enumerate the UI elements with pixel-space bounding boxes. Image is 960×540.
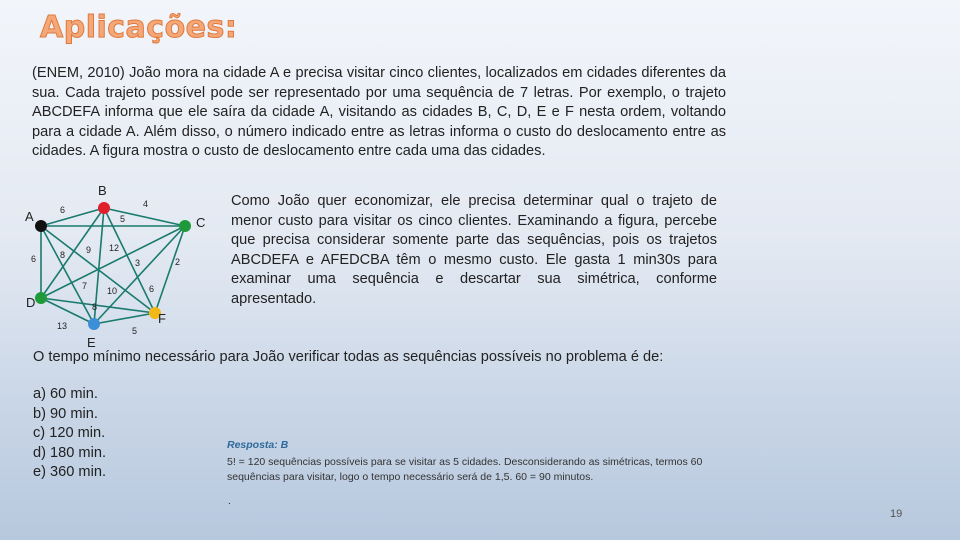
slide-title: Aplicações: <box>40 10 238 45</box>
graph-edges <box>41 208 185 324</box>
weight-label: 8 <box>92 302 98 312</box>
option-b: b) 90 min. <box>33 405 98 422</box>
stray-dot: . <box>228 496 231 507</box>
weight-label: 3 <box>135 258 141 268</box>
node-label-e: E <box>87 335 96 350</box>
node-d <box>35 292 47 304</box>
weight-label: 5 <box>132 326 138 336</box>
node-label-d: D <box>26 295 36 310</box>
node-label-a: A <box>25 209 34 224</box>
explanation-text: Como João quer economizar, ele precisa determinar qual o trajeto de menor custo para visitar os cinco clientes. Examinando a figura, percebe que precisa considerar somente parte das sequências, pois os trajetos ABCDEFA e AFEDCBA têm o mesmo custo. Ele gasta 1 min30s para examinar uma sequência e descartar sua simétrica, conforme apresentado. <box>231 193 717 307</box>
edge-a-b <box>41 208 104 226</box>
node-label-b: B <box>98 183 107 198</box>
problem-intro: (ENEM, 2010) João mora na cidade A e precisa visitar cinco clientes, localizados em cidades diferentes da sua. Cada trajeto possível pode ser representado por uma sequência de 7 letras. Por exemplo, o trajeto ABCDEFA informa que ele saíra da cidade A, visitando as cidades B, C, D, E e F nesta ordem, voltando para a cidade A. Além disso, o número indicado entre as letras informa o custo do deslocamento entre as cidades. A figura mostra o custo de deslocamento entre cada uma das cidades. <box>32 65 726 160</box>
answer-explanation: 5! = 120 sequências possíveis para se visitar as 5 cidades. Desconsiderando as simétricas, termos 60 sequências para visitar, logo o tempo necessário será de 1,5. 60 = 90 minutos. <box>227 456 703 483</box>
node-label-c: C <box>196 215 206 230</box>
node-e <box>88 318 100 330</box>
weight-label: 10 <box>107 286 118 296</box>
option-c: c) 120 min. <box>33 425 106 441</box>
node-label-f: F <box>158 311 166 326</box>
option-d: d) 180 min. <box>33 444 107 461</box>
weight-label: 8 <box>60 250 66 260</box>
edge-b-f <box>104 208 155 313</box>
page-number: 19 <box>890 508 903 520</box>
weight-label: 2 <box>175 257 181 267</box>
weight-label: 6 <box>31 254 37 264</box>
weight-label: 12 <box>109 243 120 253</box>
option-e: e) 360 min. <box>33 464 107 480</box>
weight-label: 4 <box>143 199 149 209</box>
weight-label: 9 <box>86 245 92 255</box>
node-c <box>179 220 191 232</box>
answer-label: Resposta: B <box>227 439 289 451</box>
weight-label: 6 <box>149 284 155 294</box>
weight-label: 13 <box>57 321 68 331</box>
edge-c-e <box>94 226 185 324</box>
answer-options <box>33 385 106 483</box>
node-b <box>98 202 110 214</box>
node-a <box>35 220 47 232</box>
edge-b-c <box>104 208 185 226</box>
question-text: O tempo mínimo necessário para João verificar todas as sequências possíveis no problema é de: <box>33 349 664 365</box>
option-a: a) 60 min. <box>33 386 98 402</box>
weight-label: 7 <box>82 281 88 291</box>
weight-label: 6 <box>60 205 66 215</box>
weight-label: 5 <box>120 214 126 224</box>
